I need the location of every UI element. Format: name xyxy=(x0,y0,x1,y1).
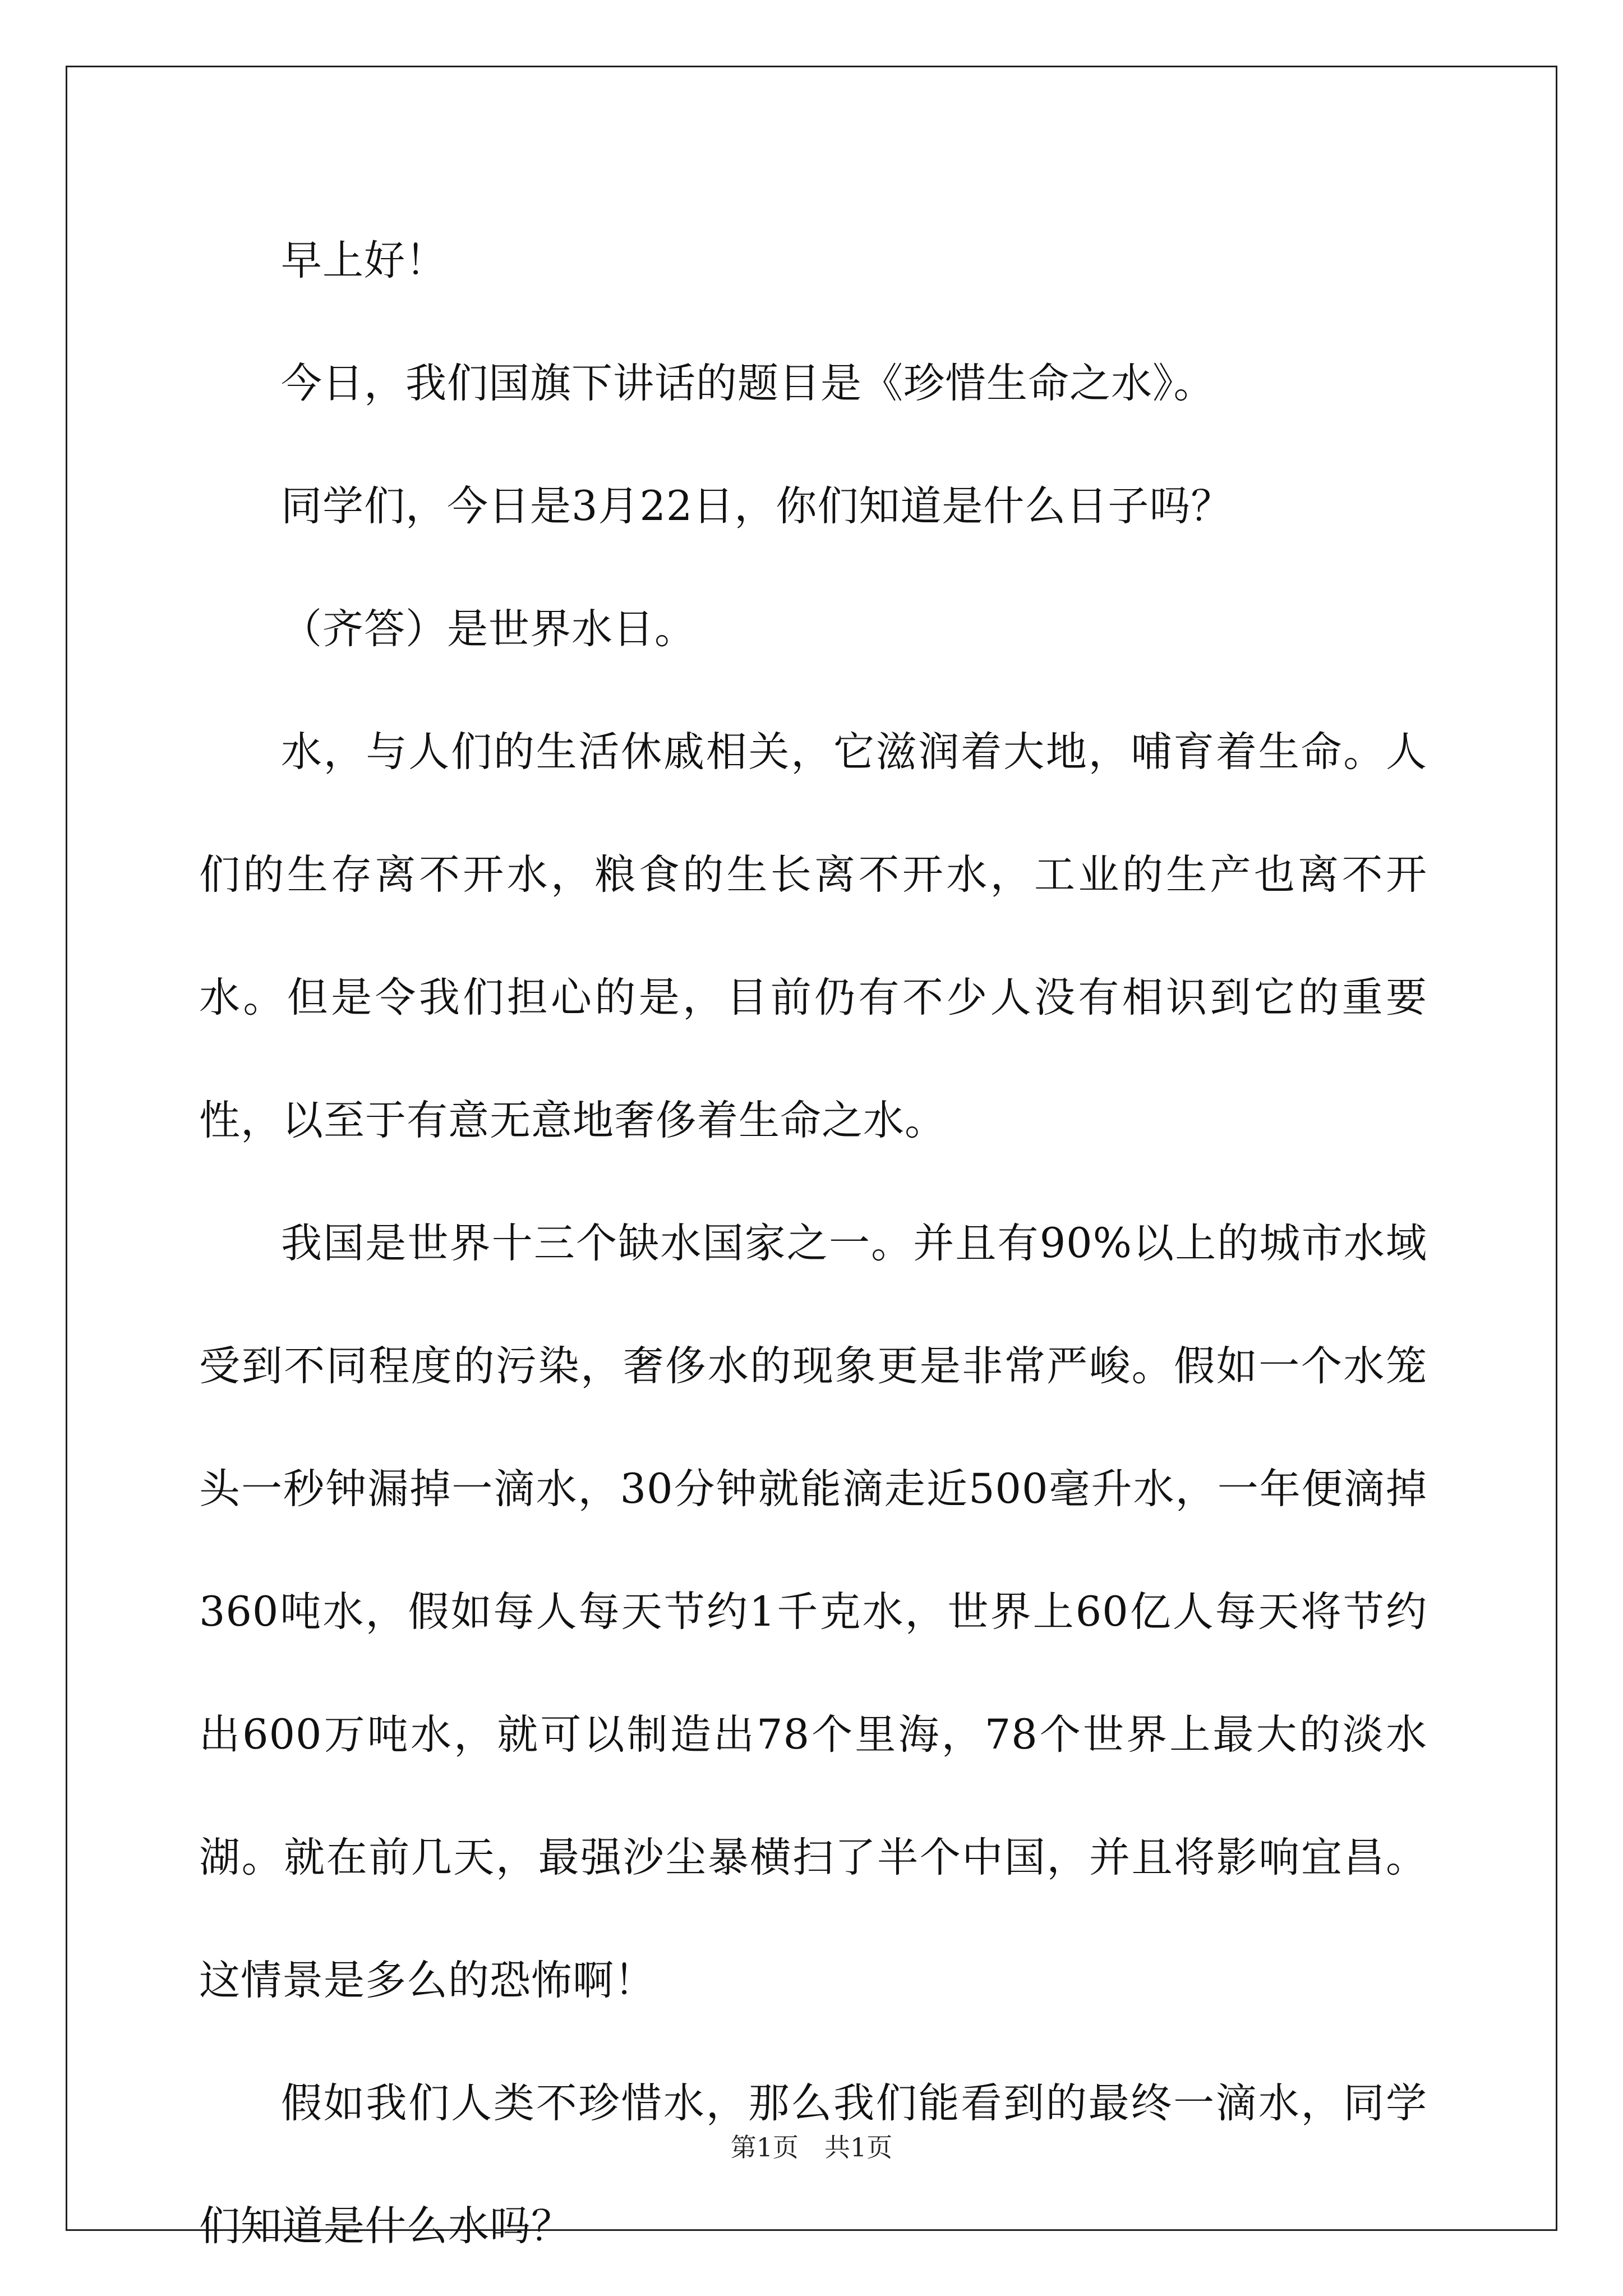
page-total: 共1页 xyxy=(824,2132,893,2162)
paragraph-closing-question: 假如我们人类不珍惜水，那么我们能看到的最终一滴水，同学们知道是什么水吗？ xyxy=(199,2079,1427,2250)
paragraph-water-shortage: 我国是世界十三个缺水国家之一。并且有90%以上的城市水域受到不同程度的污染，奢侈水的现象更是非常严峻。假如一个水笼头一秒钟漏掉一滴水，30分钟就能滴走近500毫升水，一年便滴掉360吨水，假如每人每天节约1千克水，世界上60亿人每天将节约出600万吨水，就可以制造出78个里海，78个世界上最大的淡水湖。就在前几天，最强沙尘暴横扫了半个中国，并且将影响宜昌。这情景是多么的恐怖啊！ xyxy=(199,1220,1427,2004)
document-body xyxy=(199,199,1427,2288)
paragraph-greeting: 早上好！ xyxy=(281,237,447,284)
paragraph-question: 同学们，今日是3月22日，你们知道是什么日子吗？ xyxy=(281,482,1233,530)
page-footer xyxy=(0,2127,1623,2164)
paragraph-topic: 今日，我们国旗下讲话的题目是《珍惜生命之水》。 xyxy=(281,360,1215,407)
paragraph-water-importance: 水，与人们的生活休戚相关，它滋润着大地，哺育着生命。人们的生存离不开水，粮食的生长离不开水，工业的生产也离不开水。但是令我们担心的是，目前仍有不少人没有相识到它的重要性，以至于有意无意地奢侈着生命之水。 xyxy=(199,728,1427,1144)
paragraph-answer: （齐答）是世界水日。 xyxy=(281,605,696,653)
page-number: 第1页 xyxy=(730,2132,799,2162)
